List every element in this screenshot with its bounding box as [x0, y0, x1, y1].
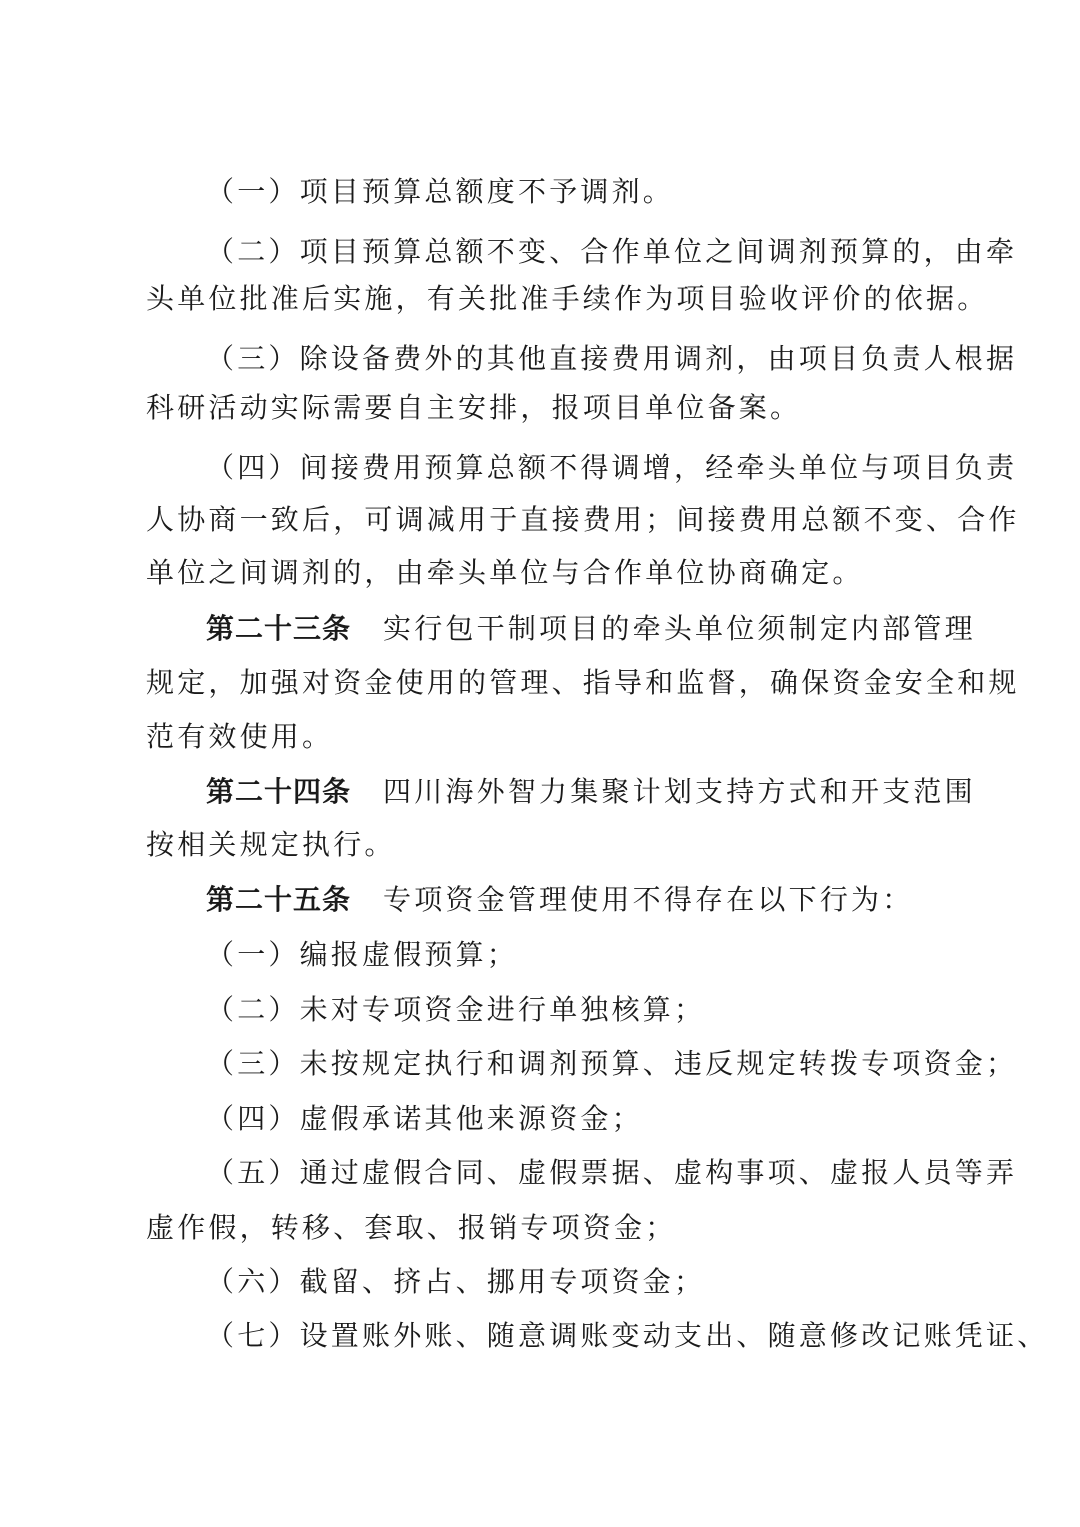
line-text: 实行包干制项目的牵头单位须制定内部管理: [383, 612, 976, 645]
paragraph-line: [146, 493, 1020, 547]
line-text: （二）未对专项资金进行单独核算；: [206, 993, 706, 1026]
list-item: [206, 1037, 1018, 1091]
paragraph-line: [146, 1201, 946, 1255]
paragraph-line: [146, 546, 946, 600]
line-text: 单位之间调剂的，由牵头单位与合作单位协商确定。: [146, 556, 864, 589]
line-text: （五）通过虚假合同、虚假票据、虚构事项、虚报人员等弄: [206, 1156, 1018, 1189]
list-item: [206, 1092, 946, 1146]
line-text: （七）设置账外账、随意调账变动支出、随意修改记账凭证、: [206, 1319, 1049, 1352]
line-text: 科研活动实际需要自主安排，报项目单位备案。: [146, 391, 802, 424]
line-text: 规定，加强对资金使用的管理、指导和监督，确保资金安全和规: [146, 666, 1020, 699]
list-item: [206, 1255, 946, 1309]
line-text: 虚作假，转移、套取、报销专项资金；: [146, 1211, 677, 1244]
list-item: [206, 1146, 1018, 1200]
line-text: （三）未按规定执行和调剂预算、违反规定转拨专项资金；: [206, 1047, 1018, 1080]
paragraph-line: [146, 272, 989, 326]
article-line: [206, 765, 976, 819]
line-text: （四）间接费用预算总额不得调增，经牵头单位与项目负责: [206, 451, 1018, 484]
line-text: （三）除设备费外的其他直接费用调剂，由项目负责人根据: [206, 342, 1018, 375]
line-text: 范有效使用。: [146, 720, 334, 753]
paragraph-line: [206, 332, 1018, 386]
line-text: （一）编报虚假预算；: [206, 938, 519, 971]
paragraph-line: [146, 710, 946, 764]
line-text: （四）虚假承诺其他来源资金；: [206, 1102, 643, 1135]
article-line: [206, 602, 976, 656]
line-text: 四川海外智力集聚计划支持方式和开支范围: [383, 775, 976, 808]
line-text: 按相关规定执行。: [146, 828, 396, 861]
line-text: （二）项目预算总额不变、合作单位之间调剂预算的，由牵: [206, 235, 1018, 268]
paragraph-line: [146, 818, 946, 872]
line-text: 人协商一致后，可调减用于直接费用；间接费用总额不变、合作: [146, 503, 1020, 536]
paragraph-line: [146, 381, 946, 435]
list-item: [206, 1309, 1049, 1363]
article-number: 第二十五条: [206, 883, 352, 916]
article-line: [206, 873, 946, 927]
article-number: 第二十三条: [206, 612, 352, 645]
paragraph-line: [206, 225, 1018, 279]
list-item: [206, 983, 946, 1037]
paragraph-line: [206, 165, 946, 219]
paragraph-line: [146, 656, 1020, 710]
line-text: 专项资金管理使用不得存在以下行为：: [383, 883, 914, 916]
list-item: [206, 928, 946, 982]
line-text: 头单位批准后实施，有关批准手续作为项目验收评价的依据。: [146, 282, 989, 315]
article-number: 第二十四条: [206, 775, 352, 808]
line-text: （六）截留、挤占、挪用专项资金；: [206, 1265, 706, 1298]
line-text: （一）项目预算总额度不予调剂。: [206, 175, 675, 208]
paragraph-line: [206, 441, 1018, 495]
